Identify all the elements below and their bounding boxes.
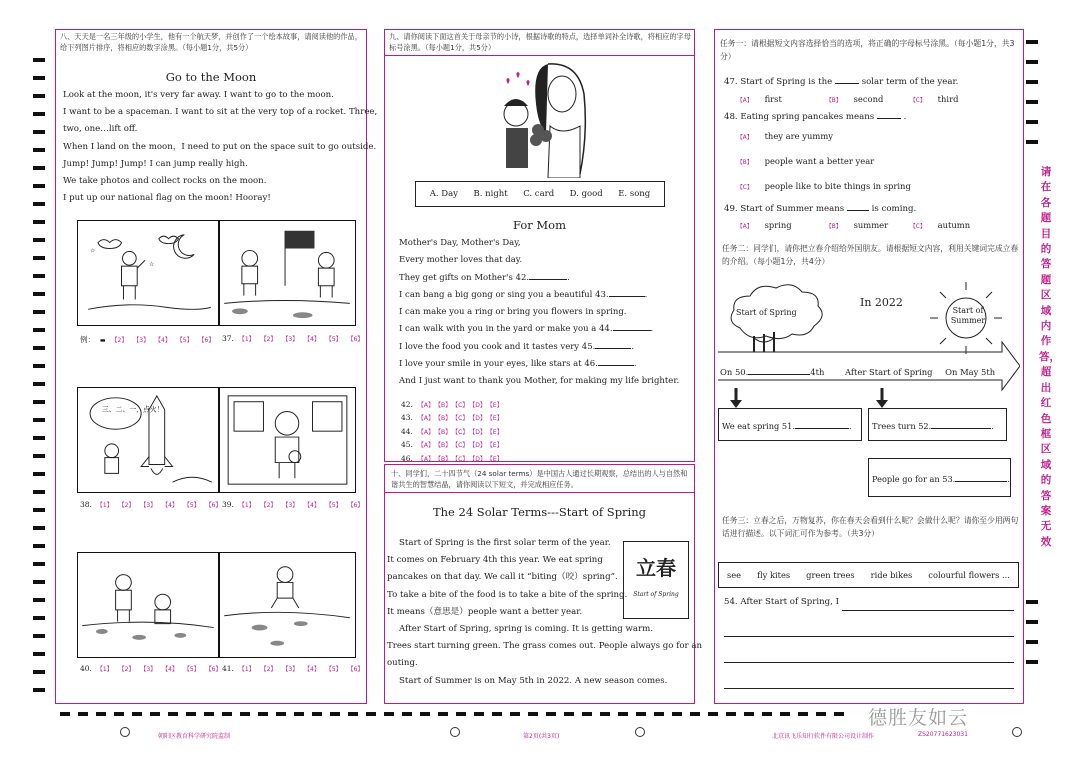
picture-astronaut-in-rocket <box>219 387 356 493</box>
question-number: 38. <box>80 500 92 509</box>
bubble-c[interactable]: 【C】 <box>910 98 926 104</box>
timeline-text <box>720 366 995 377</box>
question-number: 37. <box>222 334 234 343</box>
answer-row-38 <box>80 500 225 509</box>
bubble-6[interactable]: 【6】 <box>205 502 222 509</box>
timeline-50: 50. <box>734 367 749 377</box>
picture-astronaut-jumping <box>219 552 356 658</box>
picture-astronauts-collect-rocks <box>77 552 219 658</box>
bubble-e[interactable]: 【E】 <box>489 442 503 450</box>
bubble-5[interactable]: 【5】 <box>325 666 342 673</box>
passage-title: The 24 Solar Terms---Start of Spring <box>432 505 646 519</box>
word-fly-kites: fly kites <box>757 570 791 580</box>
poem-text: . <box>644 289 648 300</box>
bubble-c[interactable]: 【C】 <box>455 402 469 409</box>
bubble-a[interactable]: 【A】 <box>417 428 434 436</box>
word-see: see <box>727 570 742 580</box>
bubble-a[interactable]: 【A】 <box>417 415 434 423</box>
word-options-table <box>415 181 665 207</box>
poem <box>399 235 679 391</box>
box-text: . <box>991 421 994 431</box>
answer-row-example <box>80 334 218 345</box>
poem-text: Every mother loves that day. <box>399 255 523 266</box>
bubble-3[interactable]: 【3】 <box>140 666 157 673</box>
blank-49[interactable] <box>847 202 869 211</box>
poem-text: They get gifts on Mother's 42. <box>399 272 530 283</box>
bubble-2[interactable]: 【2】 <box>260 336 277 343</box>
bubble-a[interactable]: 【A】 <box>417 455 434 463</box>
bubble-c[interactable]: 【C】 <box>455 415 469 423</box>
registration-mark <box>635 727 645 737</box>
bubble-d[interactable]: 【D】 <box>472 402 486 409</box>
bubble-5[interactable]: 【5】 <box>183 502 200 509</box>
bubble-d[interactable]: 【D】 <box>472 415 486 423</box>
story-line: When I land on the moon，I need to put on the space suit to go outside. <box>63 141 377 152</box>
bubble-6[interactable]: 【6】 <box>347 336 364 343</box>
choice-48c[interactable] <box>737 181 911 191</box>
choice-text: first <box>764 94 782 104</box>
bubble-5[interactable]: 【5】 <box>183 666 200 673</box>
passage-line: It comes on February 4th this year. We eat spring <box>387 555 603 566</box>
box-53 <box>868 458 1011 497</box>
poem-text: I can bang a big gong or sing you a beautiful 43. <box>399 289 609 300</box>
bubble-3[interactable]: 【3】 <box>282 336 299 343</box>
bubble-a[interactable]: 【A】 <box>737 98 753 104</box>
bubble-4[interactable]: 【4】 <box>155 337 171 344</box>
footer-page: 第2页(共3页) <box>523 733 560 740</box>
blank-43[interactable] <box>609 288 645 297</box>
bubble-b[interactable]: 【B】 <box>737 160 753 166</box>
choice-47a[interactable] <box>737 94 782 104</box>
bubble-b[interactable]: 【B】 <box>437 428 452 436</box>
answer-row-39 <box>222 500 367 509</box>
bubble-2[interactable]: 【2】 <box>111 337 128 344</box>
poem-text: I can walk with you in the yard or make you a 44. <box>399 324 613 335</box>
answer-row-43 <box>401 412 507 425</box>
bubble-d[interactable]: 【D】 <box>472 442 486 450</box>
question-number: 45. <box>401 440 413 450</box>
question-number: 42. <box>401 400 413 409</box>
timeline-4th: 4th <box>810 367 825 377</box>
bubble-e[interactable]: 【E】 <box>489 428 503 436</box>
answer-grid-42-46 <box>401 399 507 466</box>
writing-line-4[interactable] <box>724 688 1014 689</box>
side-warning: 请在各题目的答题区域内作答，超出红色框区域的答案无效 <box>1039 166 1060 548</box>
speech-bubble-text: 三、二、一，点火！ <box>101 405 164 414</box>
example-label: 例： <box>80 335 95 344</box>
story-line: I put up our national flag on the moon! Hooray! <box>63 193 271 204</box>
bubble-3[interactable]: 【3】 <box>282 666 299 673</box>
choice-49b[interactable] <box>826 220 888 230</box>
question-text: is coming. <box>871 204 917 214</box>
bubble-5[interactable]: 【5】 <box>325 336 342 343</box>
bubble-c[interactable]: 【C】 <box>455 455 469 463</box>
registration-mark <box>1012 727 1022 737</box>
story-title: Go to the Moon <box>165 70 257 84</box>
choice-text: people like to bite things in spring <box>764 181 911 191</box>
question-48 <box>724 110 906 122</box>
poem-title: For Mom <box>512 218 567 232</box>
task-2-instruction: 任务二：同学们，请你把立春介绍给外国朋友。请根据短文内容，利用关键词完成立春的介绍。（每小题1分，共4分） <box>722 244 1019 266</box>
registration-mark <box>450 727 460 737</box>
answer-row-37 <box>222 334 367 343</box>
bubble-3[interactable]: 【3】 <box>140 502 157 509</box>
bubble-1[interactable]: 【1】 <box>238 336 255 343</box>
blank-50[interactable] <box>748 366 810 375</box>
section-10-divider <box>385 492 694 493</box>
cloud-label: Start of Spring <box>736 308 797 317</box>
choice-48a[interactable] <box>737 131 833 141</box>
bubble-1[interactable]: 【1】 <box>238 502 255 509</box>
choice-text: autumn <box>937 220 971 230</box>
registration-mark <box>120 727 130 737</box>
option-c: C. card <box>523 189 555 199</box>
passage-line: pancakes on that day. We call it “biting（咬）spring”. <box>387 572 618 583</box>
choice-text: people want a better year <box>764 156 875 166</box>
svg-text:☆: ☆ <box>90 248 96 255</box>
bubble-4[interactable]: 【4】 <box>304 336 320 343</box>
question-text: 48. Eating spring pancakes means <box>724 112 875 122</box>
passage-line: outing. <box>387 658 418 669</box>
passage-line: It means（意思是）people want a better year. <box>387 606 583 617</box>
choice-text: spring <box>764 220 792 230</box>
bubble-2[interactable]: 【2】 <box>260 666 277 673</box>
section-8-instruction: 八、天天是一名三年级的小学生，他有一个航天梦，并创作了一个绘本故事，请阅读他的作品，给下列图片排序，将相应的数字涂黑。（每小题1分，共5分） <box>60 32 362 52</box>
bubble-3[interactable]: 【3】 <box>282 502 299 509</box>
task-1-instruction: 任务一：请根据短文内容选择恰当的选项，将正确的字母标号涂黑。（每小题1分，共3分） <box>720 39 1015 61</box>
diagram-year: In 2022 <box>860 296 903 309</box>
bubble-a[interactable]: 【A】 <box>737 135 753 141</box>
spring-calligraphy: 立春 <box>636 556 676 580</box>
bubble-a[interactable]: 【A】 <box>417 442 434 450</box>
bubble-1[interactable]: 【1】 <box>96 502 113 509</box>
bubble-6[interactable]: 【6】 <box>205 666 222 673</box>
blank-46[interactable] <box>598 357 634 366</box>
bubble-2[interactable]: 【2】 <box>118 666 135 673</box>
box-text: People go for an 53. <box>872 474 956 484</box>
choice-47b[interactable] <box>826 94 883 104</box>
bubble-d[interactable]: 【D】 <box>472 455 486 463</box>
choice-49c[interactable] <box>910 220 970 230</box>
blank-53[interactable] <box>955 473 1007 482</box>
writing-line-3[interactable] <box>724 662 1014 663</box>
passage-line: Start of Summer is on May 5th in 2022. A new season comes. <box>399 675 668 686</box>
passage-line: Start of Spring is the first solar term of the year. <box>399 538 611 548</box>
poem-text: . <box>633 359 637 370</box>
bubble-6[interactable]: 【6】 <box>198 337 215 344</box>
option-a: A. Day <box>429 189 458 199</box>
blank-47[interactable] <box>835 75 859 84</box>
bubble-4[interactable]: 【4】 <box>162 502 178 509</box>
blank-51[interactable] <box>795 420 849 429</box>
passage-line: To take a bite of the food is to take a bite of the spring. <box>387 589 628 600</box>
bubble-c[interactable]: 【C】 <box>910 224 926 230</box>
image-caption: Start of Spring <box>633 591 679 598</box>
answer-row-44 <box>401 426 507 439</box>
bubble-b[interactable]: 【B】 <box>437 442 452 450</box>
box-text: . <box>848 421 852 431</box>
bubble-b[interactable]: 【B】 <box>437 415 452 423</box>
blank-42[interactable] <box>529 271 567 280</box>
choice-48b[interactable] <box>737 156 874 166</box>
bubble-6[interactable]: 【6】 <box>347 502 364 509</box>
box-text: . <box>1007 474 1010 484</box>
answer-row-45 <box>401 439 507 452</box>
box-52 <box>868 408 1007 441</box>
poem-text: I can make you a ring or bring you flowers in spring. <box>399 307 627 318</box>
answer-row-40 <box>80 664 225 673</box>
choice-text: third <box>937 94 959 104</box>
bubble-b[interactable]: 【B】 <box>437 402 452 409</box>
task-3-instruction: 任务三：立春之后，万物复苏，你在春天会看到什么呢？会做什么呢？请你至少用两句话进行描述。以下词汇可作为参考。（共3分） <box>722 516 1019 538</box>
timeline-may: On May 5th <box>945 367 996 377</box>
poem-line <box>399 339 679 356</box>
bubble-3[interactable]: 【3】 <box>133 337 150 344</box>
question-text: 49. Start of Summer means <box>724 204 845 214</box>
poem-text: Mother's Day, Mother's Day, <box>399 238 521 248</box>
footer-left: 朝阳区教育科学研究院监制 <box>158 733 231 740</box>
answer-row-42 <box>401 399 507 412</box>
question-47 <box>724 75 958 87</box>
sun-label: Start of Summer <box>950 306 986 325</box>
poem-text: . <box>567 272 570 283</box>
bubble-e[interactable]: 【E】 <box>489 402 503 409</box>
bubble-b[interactable]: 【B】 <box>826 224 842 230</box>
poem-line <box>399 373 679 390</box>
section-9-divider <box>385 55 694 56</box>
passage-line: After Start of Spring, spring is coming. It is getting warm. <box>399 624 653 635</box>
bubble-6[interactable]: 【6】 <box>347 666 364 673</box>
question-number: 41. <box>222 664 234 673</box>
choice-text: second <box>853 94 884 104</box>
poem-line <box>399 235 679 252</box>
choice-text: summer <box>853 220 889 230</box>
picture-boy-looking-at-moon <box>77 220 219 326</box>
section-10-instruction: 十、同学们，二十四节气（24 solar terms）是中国古人通过长期观察，总结出的人与自然和谐共生的智慧结晶，请你阅读以下短文，并完成相应任务。 <box>391 469 688 489</box>
bubble-c[interactable]: 【C】 <box>455 428 469 436</box>
blank-44[interactable] <box>613 322 651 331</box>
story-text <box>63 87 377 207</box>
bubble-d[interactable]: 【D】 <box>472 428 486 436</box>
question-number: 46. <box>401 453 413 463</box>
word-ride-bikes: ride bikes <box>870 570 913 580</box>
bubble-e[interactable]: 【E】 <box>489 415 503 423</box>
option-b: B. night <box>473 189 508 199</box>
question-text: 47. Start of Spring is the <box>724 77 833 87</box>
mother-and-child-illustration <box>488 60 594 178</box>
picture-astronauts-with-flag <box>219 220 356 326</box>
passage-line: Trees start turning green. The grass comes out. People always go for an <box>387 641 703 652</box>
choice-47c[interactable] <box>910 94 958 104</box>
question-text: solar term of the year. <box>861 77 959 87</box>
bubble-b[interactable]: 【B】 <box>437 455 452 463</box>
bubble-1[interactable]: 【1】 <box>238 666 255 673</box>
story-line: Jump! Jump! Jump! I can jump really high. <box>63 158 248 169</box>
bubble-c[interactable]: 【C】 <box>737 185 753 191</box>
question-49 <box>724 202 916 214</box>
poem-text: I love the food you cook and it tastes very 45. <box>399 341 596 352</box>
word-colourful-flowers: colourful flowers ... <box>928 570 1010 580</box>
choice-text: they are yummy <box>764 131 834 141</box>
poem-line <box>399 287 679 304</box>
timeline-after: After Start of Spring <box>845 367 933 377</box>
bubble-2[interactable]: 【2】 <box>118 502 135 509</box>
bubble-c[interactable]: 【C】 <box>455 442 469 450</box>
poem-text: . <box>631 341 635 352</box>
picture-rocket-countdown <box>77 387 219 493</box>
poem-text: I love your smile in your eyes, like stars at 46. <box>399 359 598 370</box>
poem-line <box>399 356 679 373</box>
poem-line <box>399 304 679 321</box>
poem-line <box>399 270 679 287</box>
box-text: We eat spring 51. <box>722 421 795 431</box>
bubble-4[interactable]: 【4】 <box>162 666 178 673</box>
writing-line-1[interactable] <box>842 610 1014 611</box>
choice-49a[interactable] <box>737 220 792 230</box>
answer-row-41 <box>222 664 367 673</box>
blank-48[interactable] <box>877 110 901 119</box>
poem-text: And I just want to thank you Mother, for making my life brighter. <box>399 376 680 387</box>
blank-45[interactable] <box>595 340 631 349</box>
question-number: 43. <box>401 413 413 423</box>
bubble-b[interactable]: 【B】 <box>826 98 842 104</box>
story-line: Look at the moon, it's very far away. I want to go to the moon. <box>63 90 334 100</box>
option-e: E. song <box>618 189 651 199</box>
poem-text: . <box>650 324 654 335</box>
question-number: 40. <box>80 664 92 673</box>
question-text: . <box>903 112 907 122</box>
bubble-filled[interactable]: ▬ <box>99 337 106 344</box>
writing-line-2[interactable] <box>724 636 1014 637</box>
bubble-5[interactable]: 【5】 <box>325 502 342 509</box>
footer-right: 北京讯飞乐知行软件有限公司设计制作 <box>772 733 875 740</box>
word-bank <box>718 562 1019 588</box>
bubble-a[interactable]: 【A】 <box>737 224 753 230</box>
svg-text:☆: ☆ <box>148 262 155 269</box>
footer-code: ZS20771623031 <box>918 731 968 738</box>
bubble-2[interactable]: 【2】 <box>260 502 277 509</box>
poem-line <box>399 321 679 338</box>
section-9-instruction: 九、请你阅读下面这首关于母亲节的小诗，根据诗歌的特点，选择单词补全诗歌，将相应的字母标号涂黑。（每小题1分，共5分） <box>389 32 691 52</box>
bubble-5[interactable]: 【5】 <box>176 337 193 344</box>
box-text: Trees turn 52. <box>872 421 932 431</box>
story-line: We take photos and collect rocks on the moon. <box>63 176 267 187</box>
question-54: 54. After Start of Spring, I <box>724 597 839 607</box>
blank-52[interactable] <box>931 420 991 429</box>
timeline-on: On <box>720 367 733 377</box>
question-number: 39. <box>222 500 234 509</box>
passage-text <box>387 535 702 690</box>
bubble-a[interactable]: 【A】 <box>417 402 434 409</box>
box-51 <box>718 408 862 441</box>
story-line: two, one…lift off. <box>63 124 138 135</box>
bubble-4[interactable]: 【4】 <box>304 666 320 673</box>
watermark: 德胜友如云 <box>868 707 969 729</box>
question-number: 44. <box>401 426 413 436</box>
word-green-trees: green trees <box>806 570 855 580</box>
poem-line <box>399 252 679 269</box>
bubble-1[interactable]: 【1】 <box>96 666 113 673</box>
option-d: D. good <box>569 189 603 199</box>
bubble-e[interactable]: 【E】 <box>489 455 503 463</box>
bubble-4[interactable]: 【4】 <box>304 502 320 509</box>
story-line: I want to be a spaceman. I want to sit at the very top of a rocket. Three, <box>63 107 378 118</box>
